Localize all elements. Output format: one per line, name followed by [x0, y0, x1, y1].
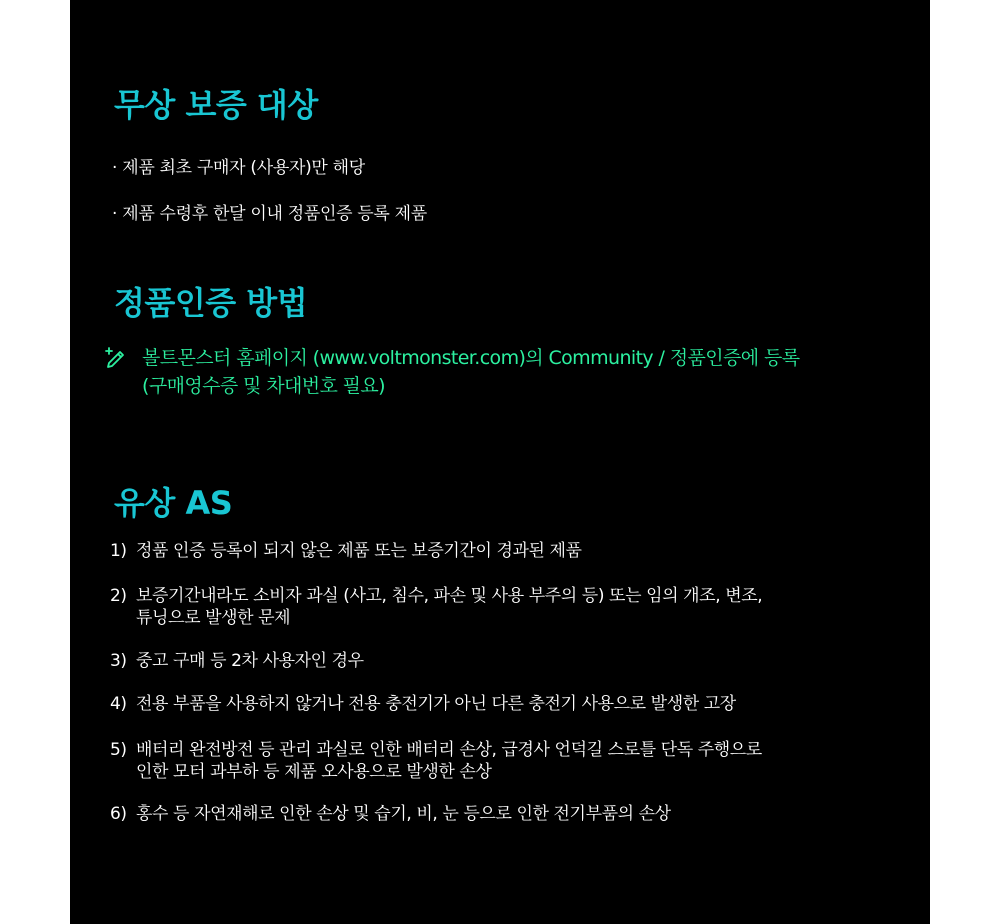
as-item-text: 중고 구매 등 2차 사용자인 경우 [136, 651, 364, 671]
as-list-item [110, 650, 364, 672]
pen-sparkle-icon [104, 346, 126, 368]
as-item-text-cont: 튜닝으로 발생한 문제 [136, 608, 291, 628]
free-warranty-item-2: · 제품 수령후 한달 이내 정품인증 등록 제품 [112, 204, 427, 224]
as-list-item [110, 803, 671, 825]
as-item-number: 3) [110, 651, 127, 671]
as-item-number: 2) [110, 586, 127, 606]
auth-method-title: 정품인증 방법 [114, 284, 308, 322]
as-item-number: 5) [110, 740, 127, 760]
warranty-panel [70, 0, 930, 924]
as-list-item [110, 540, 582, 562]
as-item-text: 홍수 등 자연재해로 인한 손상 및 습기, 비, 눈 등으로 인한 전기부품의 손상 [136, 804, 671, 824]
free-warranty-title: 무상 보증 대상 [114, 86, 318, 124]
as-item-text-cont: 인한 모터 과부하 등 제품 오사용으로 발생한 손상 [136, 762, 492, 782]
auth-method-text [142, 344, 799, 400]
as-list-item [110, 585, 762, 629]
as-item-text: 전용 부품을 사용하지 않거나 전용 충전기가 아닌 다른 충전기 사용으로 발생한 고장 [136, 694, 736, 714]
as-item-text: 배터리 완전방전 등 관리 과실로 인한 배터리 손상, 급경사 언덕길 스로틀 단독 주행으로 [136, 740, 762, 760]
as-list-item [110, 739, 762, 783]
paid-as-title: 유상 AS [114, 484, 233, 522]
as-item-text: 정품 인증 등록이 되지 않은 제품 또는 보증기간이 경과된 제품 [136, 541, 582, 561]
as-item-number: 1) [110, 541, 127, 561]
auth-method-line-2: (구매영수증 및 차대번호 필요) [142, 375, 385, 397]
free-warranty-item-1: · 제품 최초 구매자 (사용자)만 해당 [112, 158, 365, 178]
as-item-number: 4) [110, 694, 127, 714]
as-list-item [110, 693, 736, 715]
as-item-number: 6) [110, 804, 127, 824]
auth-method-line-1: 볼트몬스터 홈페이지 (www.voltmonster.com)의 Community / 정품인증에 등록 [142, 347, 800, 369]
as-item-text: 보증기간내라도 소비자 과실 (사고, 침수, 파손 및 사용 부주의 등) 또는 임의 개조, 변조, [136, 586, 763, 606]
